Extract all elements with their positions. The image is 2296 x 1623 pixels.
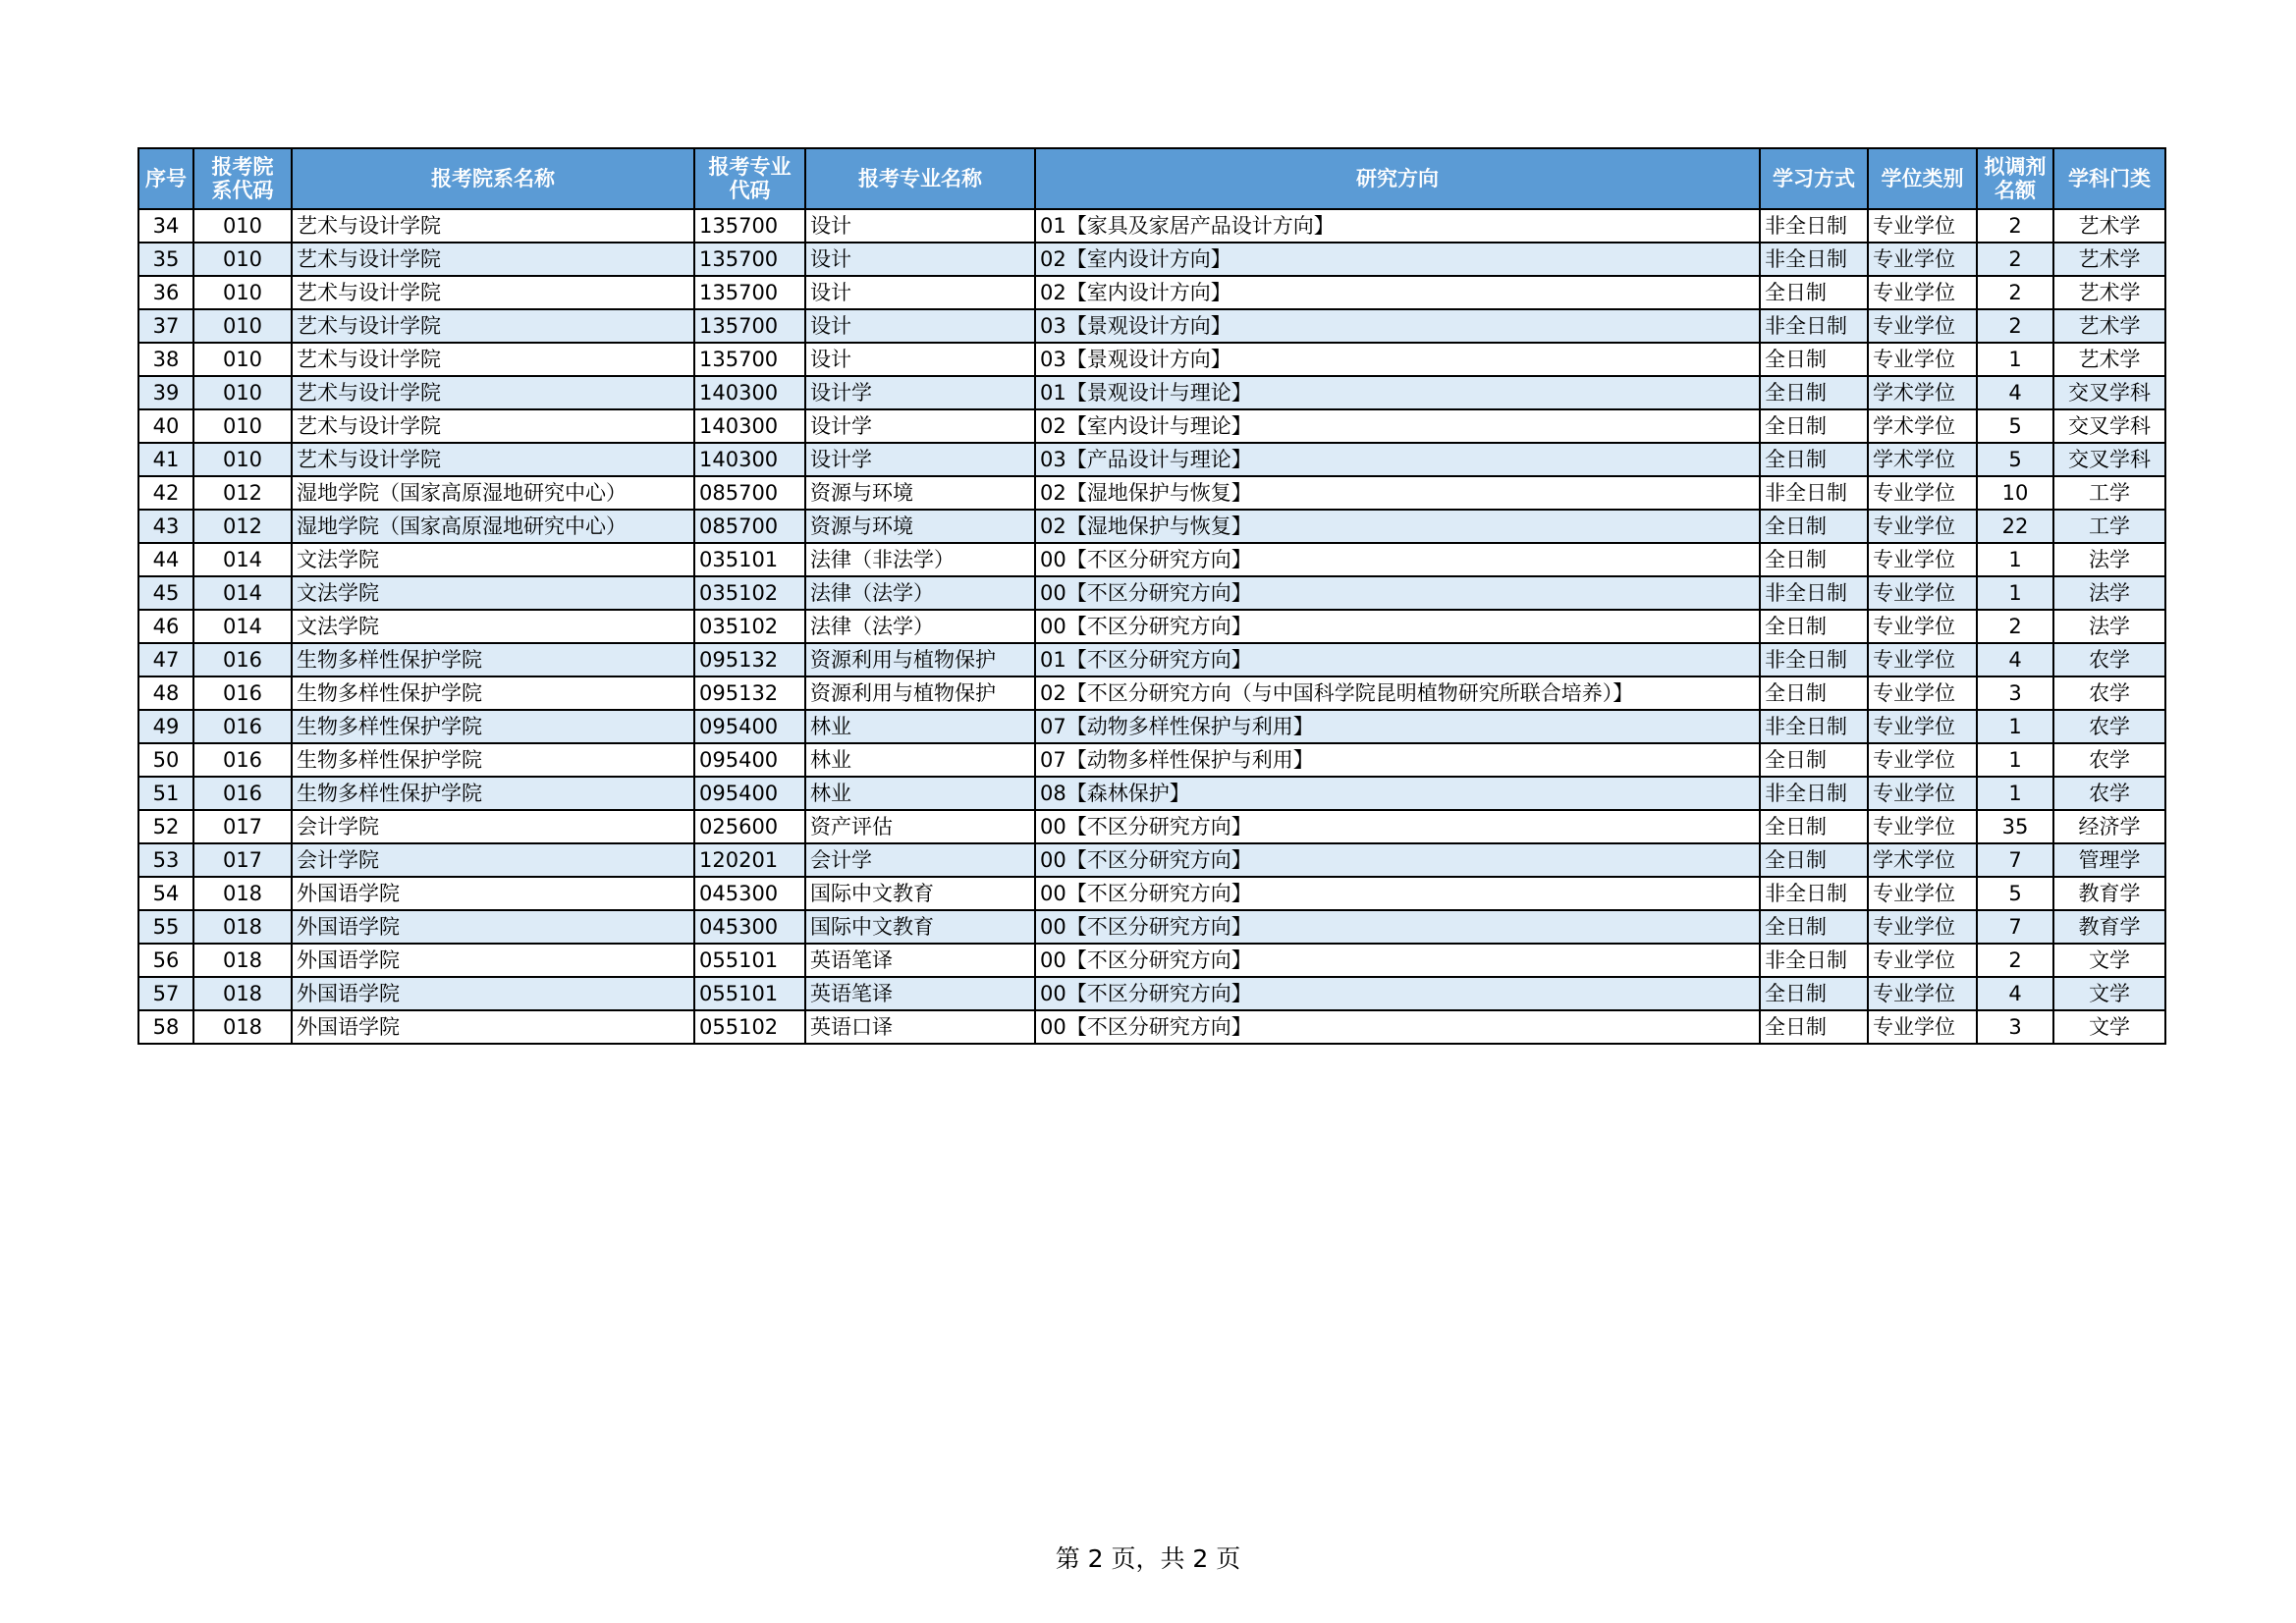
cell-dept-code: 010 [193,443,292,476]
cell-research-direction: 02【室内设计方向】 [1035,243,1760,276]
cell-major-code: 140300 [694,376,805,409]
cell-study-mode: 非全日制 [1760,309,1868,343]
table-row [138,676,2165,710]
col-header-dept-code: 报考院 系代码 [193,148,292,209]
table-row [138,243,2165,276]
cell-discipline: 农学 [2053,676,2165,710]
cell-index: 46 [138,610,193,643]
cell-index: 40 [138,409,193,443]
cell-major-name: 设计学 [805,376,1035,409]
cell-dept-code: 016 [193,743,292,777]
cell-research-direction: 01【不区分研究方向】 [1035,643,1760,676]
cell-quota: 2 [1977,276,2053,309]
cell-degree-type: 专业学位 [1868,1010,1977,1044]
cell-major-name: 法律（法学） [805,576,1035,610]
cell-dept-name: 艺术与设计学院 [292,409,694,443]
cell-research-direction: 07【动物多样性保护与利用】 [1035,710,1760,743]
cell-discipline: 农学 [2053,710,2165,743]
cell-study-mode: 非全日制 [1760,944,1868,977]
cell-degree-type: 专业学位 [1868,910,1977,944]
col-header-discipline: 学科门类 [2053,148,2165,209]
table-row [138,276,2165,309]
cell-discipline: 农学 [2053,743,2165,777]
cell-discipline: 文学 [2053,1010,2165,1044]
col-header-degree-type: 学位类别 [1868,148,1977,209]
cell-major-name: 法律（非法学） [805,543,1035,576]
cell-dept-code: 018 [193,910,292,944]
cell-degree-type: 学术学位 [1868,843,1977,877]
cell-dept-code: 018 [193,977,292,1010]
cell-index: 57 [138,977,193,1010]
cell-discipline: 艺术学 [2053,243,2165,276]
col-header-major-code: 报考专业 代码 [694,148,805,209]
cell-study-mode: 全日制 [1760,376,1868,409]
cell-quota: 7 [1977,910,2053,944]
cell-research-direction: 00【不区分研究方向】 [1035,543,1760,576]
cell-major-code: 055102 [694,1010,805,1044]
cell-major-name: 英语笔译 [805,944,1035,977]
cell-quota: 1 [1977,543,2053,576]
cell-dept-code: 010 [193,376,292,409]
cell-major-name: 设计学 [805,409,1035,443]
cell-major-code: 035101 [694,543,805,576]
cell-quota: 5 [1977,443,2053,476]
cell-index: 51 [138,777,193,810]
cell-degree-type: 专业学位 [1868,944,1977,977]
cell-degree-type: 专业学位 [1868,243,1977,276]
cell-quota: 2 [1977,944,2053,977]
cell-dept-code: 016 [193,643,292,676]
cell-research-direction: 00【不区分研究方向】 [1035,576,1760,610]
cell-dept-code: 016 [193,777,292,810]
cell-index: 34 [138,209,193,243]
cell-quota: 4 [1977,643,2053,676]
cell-study-mode: 全日制 [1760,843,1868,877]
cell-quota: 7 [1977,843,2053,877]
table-row [138,843,2165,877]
cell-dept-name: 湿地学院（国家高原湿地研究中心） [292,476,694,510]
cell-major-name: 设计 [805,343,1035,376]
cell-index: 44 [138,543,193,576]
cell-index: 39 [138,376,193,409]
cell-index: 37 [138,309,193,343]
cell-major-code: 135700 [694,243,805,276]
cell-research-direction: 03【产品设计与理论】 [1035,443,1760,476]
cell-quota: 4 [1977,977,2053,1010]
cell-discipline: 工学 [2053,510,2165,543]
cell-dept-name: 外国语学院 [292,944,694,977]
cell-index: 54 [138,877,193,910]
cell-major-code: 055101 [694,944,805,977]
cell-major-name: 设计 [805,276,1035,309]
table-row [138,309,2165,343]
cell-quota: 1 [1977,777,2053,810]
cell-degree-type: 专业学位 [1868,476,1977,510]
cell-major-name: 资源与环境 [805,510,1035,543]
table-row [138,977,2165,1010]
cell-study-mode: 全日制 [1760,1010,1868,1044]
cell-study-mode: 非全日制 [1760,576,1868,610]
cell-discipline: 管理学 [2053,843,2165,877]
table-header [138,148,2165,209]
cell-dept-name: 艺术与设计学院 [292,376,694,409]
cell-major-code: 085700 [694,510,805,543]
cell-dept-name: 艺术与设计学院 [292,343,694,376]
cell-dept-name: 艺术与设计学院 [292,443,694,476]
cell-study-mode: 全日制 [1760,276,1868,309]
cell-dept-name: 生物多样性保护学院 [292,743,694,777]
header-row [138,148,2165,209]
cell-research-direction: 08【森林保护】 [1035,777,1760,810]
table-row [138,1010,2165,1044]
cell-index: 53 [138,843,193,877]
cell-index: 47 [138,643,193,676]
cell-research-direction: 02【湿地保护与恢复】 [1035,510,1760,543]
cell-quota: 1 [1977,343,2053,376]
cell-study-mode: 非全日制 [1760,476,1868,510]
cell-dept-code: 017 [193,810,292,843]
cell-quota: 5 [1977,409,2053,443]
table-row [138,576,2165,610]
cell-quota: 4 [1977,376,2053,409]
cell-dept-name: 湿地学院（国家高原湿地研究中心） [292,510,694,543]
cell-degree-type: 专业学位 [1868,977,1977,1010]
cell-study-mode: 非全日制 [1760,710,1868,743]
cell-discipline: 文学 [2053,944,2165,977]
cell-quota: 2 [1977,309,2053,343]
cell-quota: 35 [1977,810,2053,843]
cell-major-code: 095132 [694,643,805,676]
cell-research-direction: 02【不区分研究方向（与中国科学院昆明植物研究所联合培养）】 [1035,676,1760,710]
cell-quota: 2 [1977,209,2053,243]
table-row [138,810,2165,843]
cell-dept-name: 生物多样性保护学院 [292,777,694,810]
cell-study-mode: 全日制 [1760,543,1868,576]
cell-dept-name: 生物多样性保护学院 [292,710,694,743]
cell-quota: 10 [1977,476,2053,510]
cell-index: 43 [138,510,193,543]
cell-dept-name: 文法学院 [292,610,694,643]
cell-research-direction: 02【室内设计方向】 [1035,276,1760,309]
cell-quota: 2 [1977,243,2053,276]
cell-dept-code: 014 [193,543,292,576]
table-body [138,209,2165,1044]
cell-dept-code: 010 [193,409,292,443]
cell-research-direction: 00【不区分研究方向】 [1035,843,1760,877]
col-header-dept-name: 报考院系名称 [292,148,694,209]
cell-index: 41 [138,443,193,476]
cell-quota: 2 [1977,610,2053,643]
cell-major-name: 设计 [805,243,1035,276]
cell-dept-code: 010 [193,243,292,276]
cell-index: 36 [138,276,193,309]
col-header-study-mode: 学习方式 [1760,148,1868,209]
table-row [138,476,2165,510]
cell-discipline: 交叉学科 [2053,409,2165,443]
cell-research-direction: 00【不区分研究方向】 [1035,944,1760,977]
table-row [138,610,2165,643]
cell-quota: 1 [1977,743,2053,777]
cell-study-mode: 全日制 [1760,810,1868,843]
cell-major-code: 035102 [694,576,805,610]
cell-major-code: 095400 [694,777,805,810]
cell-major-name: 国际中文教育 [805,910,1035,944]
cell-dept-name: 外国语学院 [292,977,694,1010]
cell-research-direction: 00【不区分研究方向】 [1035,610,1760,643]
cell-major-name: 资源与环境 [805,476,1035,510]
cell-dept-name: 艺术与设计学院 [292,276,694,309]
cell-index: 50 [138,743,193,777]
cell-research-direction: 00【不区分研究方向】 [1035,977,1760,1010]
cell-discipline: 文学 [2053,977,2165,1010]
cell-quota: 5 [1977,877,2053,910]
cell-quota: 1 [1977,710,2053,743]
cell-study-mode: 全日制 [1760,743,1868,777]
table-row [138,376,2165,409]
cell-major-name: 资产评估 [805,810,1035,843]
cell-research-direction: 07【动物多样性保护与利用】 [1035,743,1760,777]
cell-research-direction: 00【不区分研究方向】 [1035,910,1760,944]
cell-research-direction: 00【不区分研究方向】 [1035,810,1760,843]
cell-degree-type: 专业学位 [1868,576,1977,610]
table-row [138,209,2165,243]
cell-major-code: 095400 [694,710,805,743]
cell-study-mode: 非全日制 [1760,243,1868,276]
cell-degree-type: 专业学位 [1868,543,1977,576]
cell-dept-code: 016 [193,676,292,710]
cell-discipline: 法学 [2053,576,2165,610]
cell-discipline: 法学 [2053,610,2165,643]
cell-major-name: 林业 [805,777,1035,810]
cell-dept-code: 010 [193,276,292,309]
cell-major-name: 设计 [805,309,1035,343]
cell-index: 52 [138,810,193,843]
cell-index: 58 [138,1010,193,1044]
cell-discipline: 艺术学 [2053,209,2165,243]
table-row [138,743,2165,777]
cell-study-mode: 非全日制 [1760,777,1868,810]
cell-major-code: 120201 [694,843,805,877]
cell-degree-type: 学术学位 [1868,409,1977,443]
cell-degree-type: 专业学位 [1868,877,1977,910]
table-row [138,910,2165,944]
cell-research-direction: 03【景观设计方向】 [1035,343,1760,376]
cell-quota: 1 [1977,576,2053,610]
table-row [138,877,2165,910]
adjustment-table [137,147,2166,1045]
cell-dept-name: 外国语学院 [292,1010,694,1044]
cell-dept-code: 014 [193,610,292,643]
cell-research-direction: 00【不区分研究方向】 [1035,1010,1760,1044]
table-row [138,443,2165,476]
cell-study-mode: 全日制 [1760,977,1868,1010]
cell-study-mode: 全日制 [1760,443,1868,476]
cell-discipline: 艺术学 [2053,309,2165,343]
cell-major-code: 045300 [694,877,805,910]
cell-research-direction: 01【景观设计与理论】 [1035,376,1760,409]
cell-research-direction: 01【家具及家居产品设计方向】 [1035,209,1760,243]
cell-dept-code: 018 [193,877,292,910]
table-row [138,710,2165,743]
cell-major-name: 设计 [805,209,1035,243]
cell-discipline: 工学 [2053,476,2165,510]
cell-index: 38 [138,343,193,376]
cell-degree-type: 专业学位 [1868,309,1977,343]
cell-dept-code: 010 [193,309,292,343]
cell-study-mode: 全日制 [1760,409,1868,443]
cell-discipline: 教育学 [2053,877,2165,910]
cell-major-code: 140300 [694,409,805,443]
cell-study-mode: 非全日制 [1760,643,1868,676]
cell-discipline: 教育学 [2053,910,2165,944]
cell-research-direction: 03【景观设计方向】 [1035,309,1760,343]
cell-major-code: 135700 [694,276,805,309]
cell-dept-code: 014 [193,576,292,610]
cell-major-name: 会计学 [805,843,1035,877]
cell-dept-name: 艺术与设计学院 [292,209,694,243]
cell-index: 49 [138,710,193,743]
cell-dept-name: 外国语学院 [292,910,694,944]
cell-dept-code: 018 [193,944,292,977]
cell-degree-type: 专业学位 [1868,643,1977,676]
cell-degree-type: 专业学位 [1868,510,1977,543]
cell-dept-name: 会计学院 [292,843,694,877]
cell-major-code: 135700 [694,209,805,243]
cell-degree-type: 专业学位 [1868,777,1977,810]
cell-major-code: 095132 [694,676,805,710]
cell-dept-name: 艺术与设计学院 [292,243,694,276]
cell-major-name: 英语口译 [805,1010,1035,1044]
cell-dept-code: 012 [193,476,292,510]
cell-quota: 3 [1977,676,2053,710]
page-footer: 第 2 页，共 2 页 [1055,1544,1241,1573]
cell-discipline: 交叉学科 [2053,376,2165,409]
cell-dept-code: 010 [193,343,292,376]
cell-study-mode: 全日制 [1760,343,1868,376]
cell-major-code: 095400 [694,743,805,777]
cell-index: 55 [138,910,193,944]
cell-major-code: 045300 [694,910,805,944]
cell-index: 48 [138,676,193,710]
table-row [138,643,2165,676]
col-header-quota: 拟调剂 名额 [1977,148,2053,209]
cell-research-direction: 00【不区分研究方向】 [1035,877,1760,910]
cell-major-name: 英语笔译 [805,977,1035,1010]
cell-study-mode: 全日制 [1760,510,1868,543]
cell-dept-name: 外国语学院 [292,877,694,910]
cell-dept-name: 艺术与设计学院 [292,309,694,343]
table-row [138,777,2165,810]
cell-dept-name: 生物多样性保护学院 [292,643,694,676]
cell-discipline: 交叉学科 [2053,443,2165,476]
cell-discipline: 法学 [2053,543,2165,576]
cell-major-code: 025600 [694,810,805,843]
cell-major-code: 085700 [694,476,805,510]
cell-discipline: 艺术学 [2053,276,2165,309]
cell-degree-type: 专业学位 [1868,610,1977,643]
cell-major-code: 055101 [694,977,805,1010]
table-row [138,409,2165,443]
table-row [138,543,2165,576]
cell-dept-name: 文法学院 [292,576,694,610]
cell-index: 35 [138,243,193,276]
cell-study-mode: 全日制 [1760,610,1868,643]
cell-major-name: 资源利用与植物保护 [805,643,1035,676]
cell-degree-type: 学术学位 [1868,376,1977,409]
cell-index: 42 [138,476,193,510]
cell-research-direction: 02【室内设计与理论】 [1035,409,1760,443]
cell-study-mode: 非全日制 [1760,209,1868,243]
cell-degree-type: 学术学位 [1868,443,1977,476]
cell-major-code: 135700 [694,343,805,376]
cell-study-mode: 全日制 [1760,676,1868,710]
col-header-major-name: 报考专业名称 [805,148,1035,209]
cell-dept-code: 018 [193,1010,292,1044]
cell-degree-type: 专业学位 [1868,810,1977,843]
cell-study-mode: 非全日制 [1760,877,1868,910]
cell-major-name: 法律（法学） [805,610,1035,643]
table-row [138,944,2165,977]
cell-degree-type: 专业学位 [1868,710,1977,743]
cell-study-mode: 全日制 [1760,910,1868,944]
cell-major-name: 林业 [805,743,1035,777]
cell-discipline: 艺术学 [2053,343,2165,376]
cell-quota: 22 [1977,510,2053,543]
cell-degree-type: 专业学位 [1868,743,1977,777]
table-row [138,510,2165,543]
cell-dept-name: 文法学院 [292,543,694,576]
cell-degree-type: 专业学位 [1868,676,1977,710]
cell-index: 56 [138,944,193,977]
cell-dept-name: 会计学院 [292,810,694,843]
cell-major-code: 035102 [694,610,805,643]
cell-degree-type: 专业学位 [1868,209,1977,243]
cell-degree-type: 专业学位 [1868,276,1977,309]
cell-major-code: 140300 [694,443,805,476]
cell-discipline: 经济学 [2053,810,2165,843]
col-header-index: 序号 [138,148,193,209]
cell-index: 45 [138,576,193,610]
table-row [138,343,2165,376]
cell-quota: 3 [1977,1010,2053,1044]
cell-degree-type: 专业学位 [1868,343,1977,376]
cell-dept-code: 010 [193,209,292,243]
cell-major-code: 135700 [694,309,805,343]
cell-major-name: 林业 [805,710,1035,743]
cell-dept-name: 生物多样性保护学院 [292,676,694,710]
cell-dept-code: 012 [193,510,292,543]
cell-major-name: 国际中文教育 [805,877,1035,910]
cell-major-name: 设计学 [805,443,1035,476]
col-header-research-direction: 研究方向 [1035,148,1760,209]
cell-research-direction: 02【湿地保护与恢复】 [1035,476,1760,510]
cell-discipline: 农学 [2053,643,2165,676]
cell-dept-code: 016 [193,710,292,743]
cell-discipline: 农学 [2053,777,2165,810]
cell-major-name: 资源利用与植物保护 [805,676,1035,710]
cell-dept-code: 017 [193,843,292,877]
